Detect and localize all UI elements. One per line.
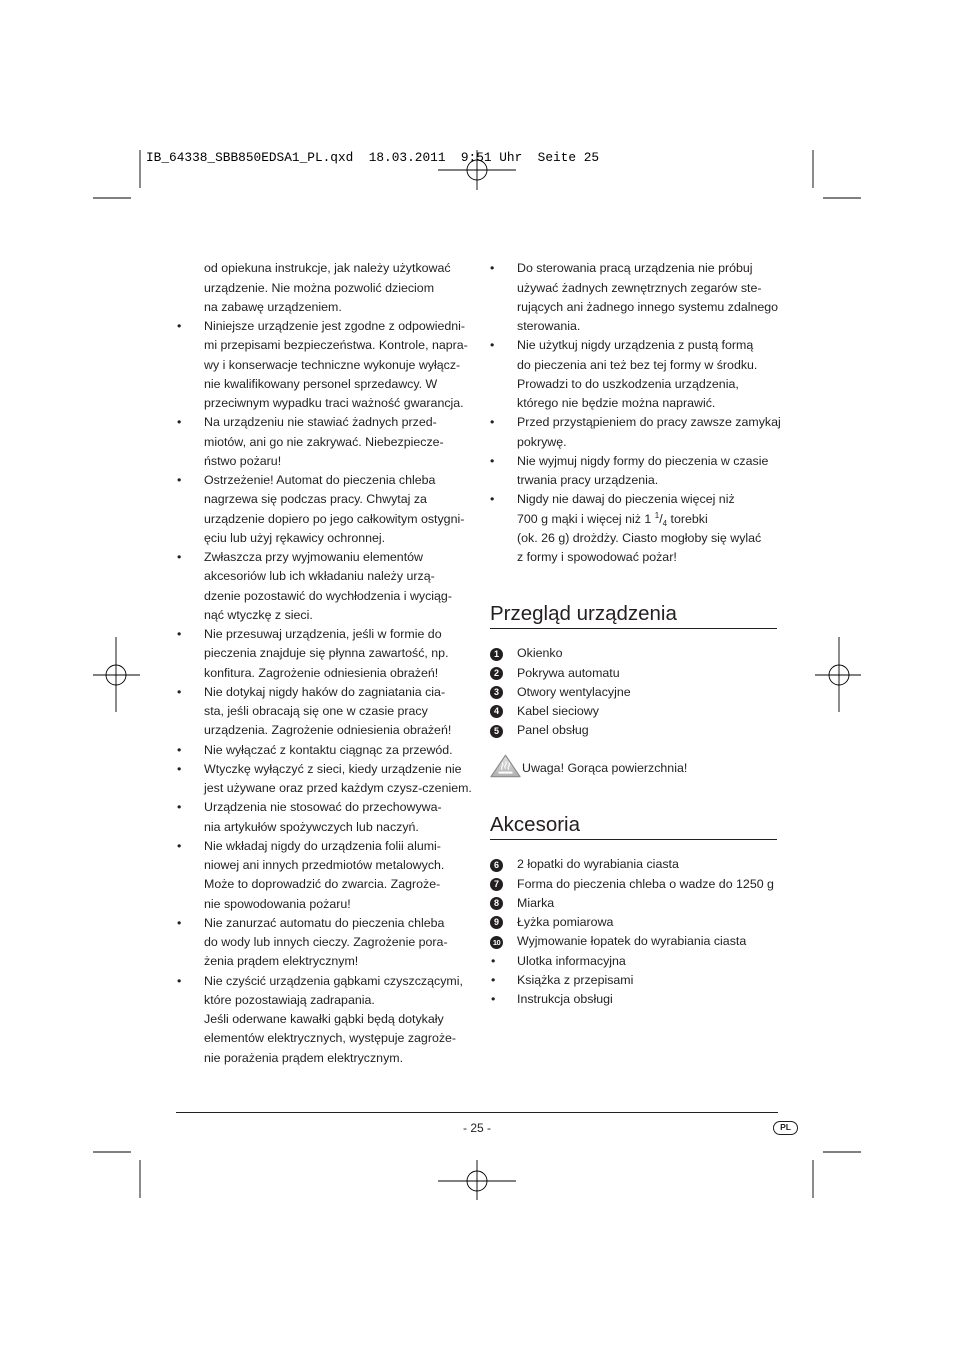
right-column [489,259,781,567]
registration-mark-bottom [438,1160,516,1200]
list-item [489,452,781,491]
number-badge: 5 [490,725,503,738]
text-line: jest używane oraz przed każdym czysz-czeniem. [204,781,472,796]
fraction-denominator: 4 [662,518,668,528]
text-line: sterowania. [517,319,581,334]
bullet-marker: • [177,684,182,699]
list-item [176,972,472,1068]
bullet-marker: • [490,453,495,468]
text-line: akcesoriów lub ich wkładaniu należy urzą- [204,569,435,584]
text-line: nie porażenia prądem elektrycznym. [204,1050,404,1065]
fraction-slash: / [659,511,663,526]
list-item [176,471,472,548]
text-line: na zabawę urządzeniem. [204,299,342,314]
text-line: mi przepisami bezpieczeństwa. Kontrole, napra- [204,338,468,353]
item-label: 2 łopatki do wyrabiania ciasta [517,857,679,872]
bullet-marker: • [177,319,182,334]
text-line: Na urządzeniu nie stawiać żadnych przed- [204,415,437,430]
number-badge: 2 [490,667,503,680]
bullet-marker: • [491,992,496,1007]
text-line: które pozostawiają zadrapania. [204,992,375,1007]
text-line: elementów elektrycznych, występuje zagroże- [204,1031,457,1046]
page-number: - 25 - [462,1121,491,1135]
bullet-marker: • [177,973,182,988]
text-line: Nie czyścić urządzenia gąbkami czyszczącymi, [204,973,463,988]
item-label: Książka z przepisami [517,972,634,987]
text-line: Nie dotykaj nigdy haków do zagniatania cia- [204,684,446,699]
text-line: sta, jeśli obracają się one w czasie pracy [204,704,428,719]
text-line: Wtyczkę wyłączyć z sieci, kiedy urządzenie nie [204,761,462,776]
text-line: Niniejsze urządzenie jest zgodne z odpowiedni- [204,319,466,334]
number-badge: 9 [490,916,503,929]
fraction-prefix: 700 g mąki i więcej niż 1 [517,511,655,526]
bullet-marker: • [177,800,182,815]
item-label: Wyjmowanie łopatek do wyrabiania ciasta [517,934,747,949]
text-line: urządzenie. Nie można pozwolić dzieciom [204,280,435,295]
language-badge: PL [773,1121,798,1135]
list-item [176,741,472,760]
text-line: Jeśli oderwane kawałki gąbki będą dotykały [204,1012,444,1027]
fraction-suffix: torebki [667,511,708,526]
text-line: którego nie będzie można naprawić. [517,396,716,411]
text-line: do wody lub innych cieczy. Zagrożenie pora- [204,935,448,950]
list-item [490,644,631,663]
number-badge: 6 [490,859,503,872]
text-line: żenia prądem elektrycznym! [204,954,359,969]
text-line: (ok. 26 g) drożdży. Ciasto mogłoby się wylać [517,530,762,545]
crop-mark-bottom-right [813,1152,861,1198]
overview-list [490,644,631,740]
list-item [176,413,472,471]
item-label: Kabel sieciowy [517,704,599,719]
text-line: Nie wyłączać z kontaktu ciągnąc za przewód. [204,742,453,757]
number-badge: 8 [490,897,503,910]
list-item [490,952,774,971]
text-line: Nie zanurzać automatu do pieczenia chleba [204,915,445,930]
list-item [176,625,472,683]
list-item [489,259,781,336]
warning-text: Uwaga! Gorąca powierzchnia! [522,761,688,776]
text-line: urządzenie dopiero po jego całkowitym ostygni- [204,511,465,526]
text-line: ęciu lub użyj rękawicy ochronnej. [204,530,386,545]
item-label: Otwory wentylacyjne [517,684,631,699]
list-item [490,894,774,913]
list-item [489,336,781,413]
text-line: Nie wyjmuj nigdy formy do pieczenia w czasie [517,453,769,468]
number-badge: 10 [490,936,503,949]
list-item [490,990,774,1009]
fraction-numerator: 1 [654,510,660,520]
hot-surface-warning-icon [490,754,521,778]
list-item [490,702,631,721]
bullet-marker: • [177,742,182,757]
text-line: przeciwnym wypadku traci ważność gwarancja. [204,396,464,411]
list-item [176,837,472,914]
text-line: nie kwalifikowany personel sprzedawcy. W [204,376,438,391]
list-item [490,664,631,683]
left-column [176,259,472,1068]
text-line: od opiekuna instrukcje, jak należy użytkować [204,261,451,276]
text-line: wy i konserwacje techniczne wykonuje wyłącz- [204,357,461,372]
item-label: Forma do pieczenia chleba o wadze do 1250 g [517,876,774,891]
list-item [176,317,472,413]
text-line: Zwłaszcza przy wyjmowaniu elementów [204,550,423,565]
crop-mark-bottom-left [93,1152,140,1198]
bullet-marker: • [177,915,182,930]
list-item [490,913,774,932]
item-label: Okienko [517,646,563,661]
text-line: Nigdy nie dawaj do pieczenia więcej niż [517,492,735,507]
bullet-marker: • [177,550,182,565]
text-line: nąć wtyczkę z sieci. [204,607,313,622]
list-item [176,798,472,837]
list-item [176,683,472,741]
text-line: z formy i spowodować pożar! [517,550,677,565]
item-label: Pokrywa automatu [517,665,620,680]
list-item [490,683,631,702]
item-label: Łyżka pomiarowa [517,915,614,930]
text-line: nagrzewa się podczas pracy. Chwytaj za [204,492,427,507]
text-line: konfitura. Zagrożenie odniesienia obrażeń! [204,665,439,680]
list-item [490,932,774,951]
number-badge: 7 [490,878,503,891]
text-line: Nie użytkuj nigdy urządzenia z pustą formą [517,338,754,353]
section-heading-accessories: Akcesoria [490,812,777,840]
text-line: Nie wkładaj nigdy do urządzenia folii alumi- [204,838,441,853]
text-line: Prowadzi to do uszkodzenia urządzenia, [517,376,739,391]
footer-divider [176,1112,778,1113]
text-line: Może to doprowadzić do zwarcia. Zagroże- [204,877,441,892]
item-label: Panel obsług [517,723,589,738]
list-item [490,855,774,874]
number-badge: 3 [490,686,503,699]
text-line: urządzenia. Zagrożenie odniesienia obrażeń! [204,723,452,738]
bullet-marker: • [491,953,496,968]
list-item [490,721,631,740]
text-line-fraction [517,510,781,529]
crop-mark-top-left [93,150,140,198]
text-line: niowej ani innych przedmiotów metalowych. [204,858,445,873]
bullet-marker: • [177,627,182,642]
list-item [176,914,472,972]
bullet-marker: • [490,415,495,430]
list-item [176,548,472,625]
list-item [489,413,781,452]
number-badge: 1 [490,648,503,661]
text-line: do pieczenia ani też bez tej formy w środku. [517,357,758,372]
list-item [176,760,472,799]
registration-mark-right [815,637,861,712]
bullet-marker: • [177,415,182,430]
text-line: rujących ani żadnego innego systemu zdalnego [517,299,779,314]
list-item [176,259,472,317]
bullet-marker: • [490,338,495,353]
text-line: nie spowodowania pożaru! [204,896,351,911]
text-line: Do sterowania pracą urządzenia nie próbuj [517,261,753,276]
crop-mark-top-right [813,150,861,198]
text-line: trwania pracy urządzenia. [517,473,659,488]
text-line: pieczenia znajduje się płynna zawartość, np. [204,646,449,661]
item-label: Instrukcja obsługi [517,992,613,1007]
text-line: dzenie pozostawić do wychłodzenia i wyciąg- [204,588,452,603]
text-line: Przed przystąpieniem do pracy zawsze zamykaj [517,415,781,430]
list-item [490,875,774,894]
text-line: Ostrzeżenie! Automat do pieczenia chleba [204,473,436,488]
registration-mark-left [93,637,140,712]
text-line: miotów, ani go nie zakrywać. Niebezpiecze- [204,434,444,449]
section-heading-overview: Przegląd urządzenia [490,601,777,629]
text-line: pokrywę. [517,434,567,449]
bullet-marker: • [177,761,182,776]
text-line: Nie przesuwaj urządzenia, jeśli w formie do [204,627,442,642]
text-line: używać żadnych zewnętrznych zegarów ste- [517,280,762,295]
text-line: ństwo pożaru! [204,453,282,468]
bullet-marker: • [491,972,496,987]
number-badge: 4 [490,705,503,718]
bullet-marker: • [177,473,182,488]
print-slug: IB_64338_SBB850EDSA1_PL.qxd 18.03.2011 9:51 Uhr Seite 25 [146,150,600,165]
text-line: nia artykułów spożywczych lub naczyń. [204,819,419,834]
item-label: Miarka [517,895,555,910]
list-item [489,490,781,567]
bullet-marker: • [490,492,495,507]
item-label: Ulotka informacyjna [517,953,626,968]
list-item [490,971,774,990]
text-line: Urządzenia nie stosować do przechowywa- [204,800,442,815]
accessories-list [490,855,774,1009]
bullet-marker: • [490,261,495,276]
bullet-marker: • [177,838,182,853]
